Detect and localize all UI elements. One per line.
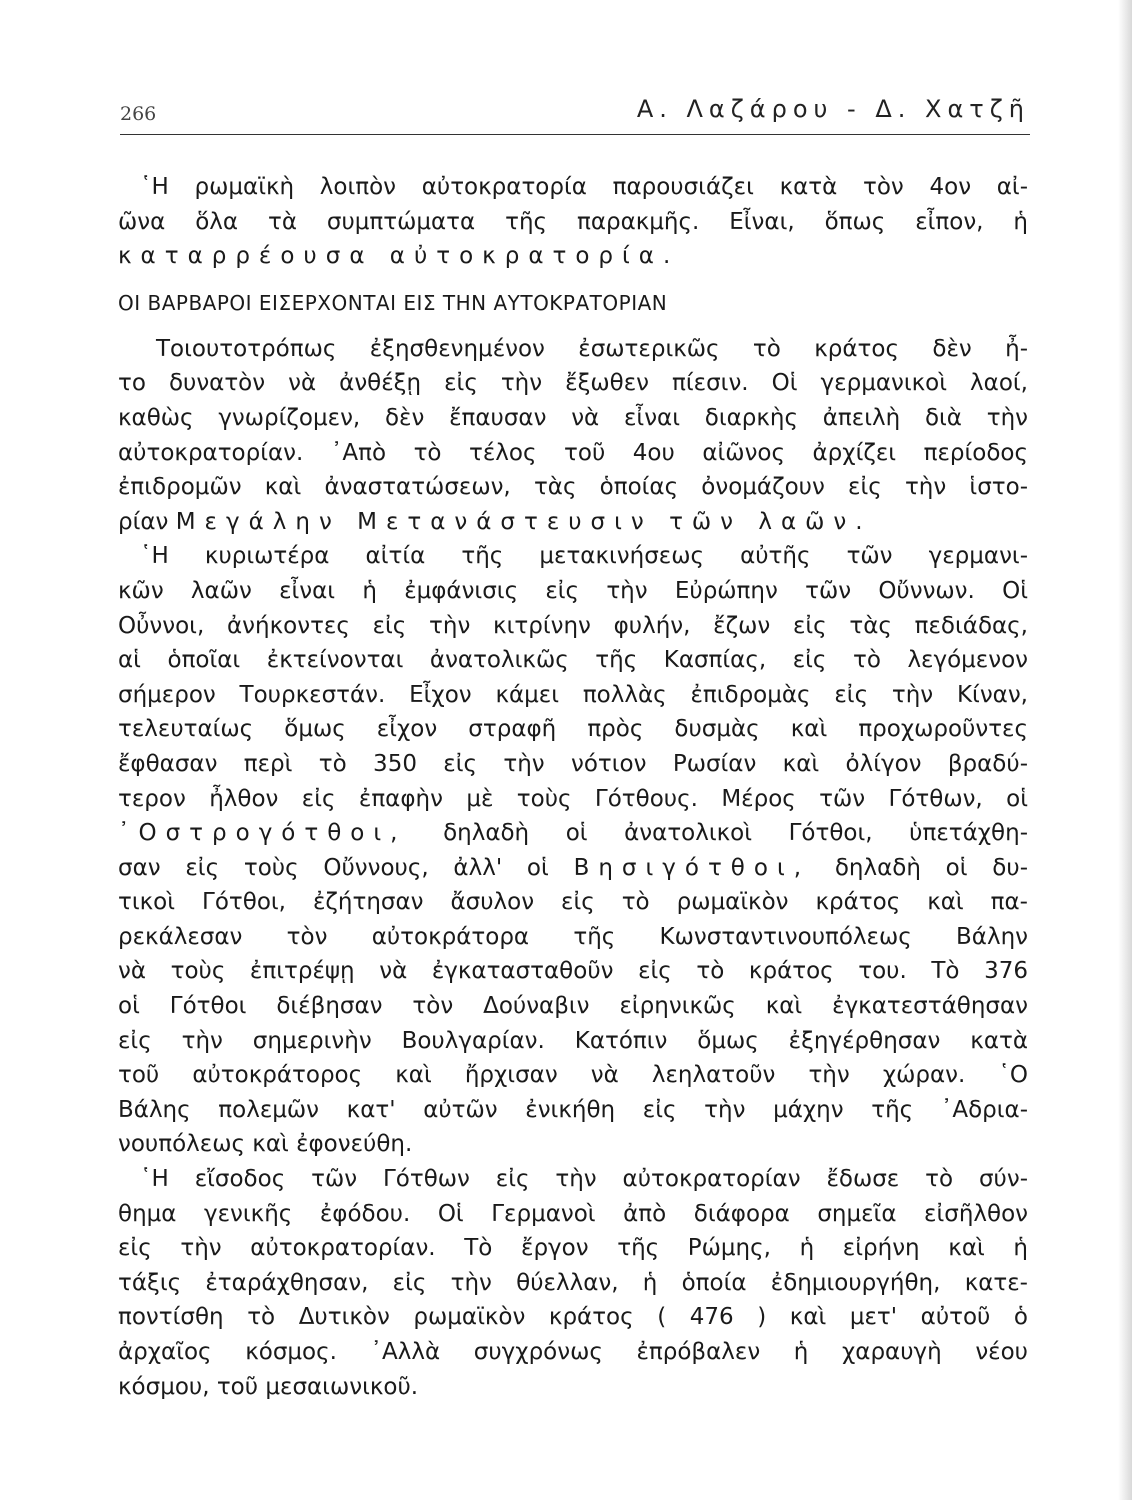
text-line: αὐτοκρατορίαν. ᾿Απὸ τὸ τέλος τοῦ 4ου αἰῶνος ἀρχίζει περίοδος (118, 439, 1028, 466)
text-line: τοῦ αὐτοκράτορος καὶ ἤρχισαν νὰ λεηλατοῦν τὴν χώραν. ῾Ο (118, 1062, 1028, 1089)
text-fragment: δηλαδὴ οἱ δυ- (834, 854, 1028, 881)
text-line: τελευταίως ὅμως εἶχον στραφῆ πρὸς δυσμὰς καὶ προχωροῦντες (118, 716, 1028, 743)
text-line: καταρρέουσα αὐτοκρατορία. (118, 243, 680, 270)
text-line: κόσμου, τοῦ μεσαιωνικοῦ. (118, 1373, 419, 1400)
text-line (118, 816, 1028, 851)
text-line (118, 851, 1028, 886)
text-line: το δυνατὸν νὰ ἀνθέξῃ εἰς τὴν ἔξωθεν πίεσιν. Οἱ γερμανικοὶ λαοί, (118, 370, 1028, 397)
text-line: Βάλης πολεμῶν κατ' αὐτῶν ἐνικήθη εἰς τὴν μάχην τῆς ᾿Αδρια- (118, 1096, 1028, 1123)
text-line: Τοιουτοτρόπως ἐξησθενημένον ἐσωτερικῶς τὸ κράτος δὲν ἦ- (156, 335, 1028, 362)
running-head: Α. Λαζάρου - Δ. Χατζῆ (636, 95, 1030, 123)
page-number: 266 (120, 103, 157, 125)
header-rule (120, 134, 1030, 135)
text-fragment: σαν εἰς τοὺς Οὔννους, ἀλλ' οἱ (118, 854, 549, 881)
text-line: εἰς τὴν σημερινὴν Βουλγαρίαν. Κατόπιν ὅμως ἐξηγέρθησαν κατὰ (118, 1027, 1028, 1054)
text-line: καθὼς γνωρίζομεν, δὲν ἔπαυσαν νὰ εἶναι διαρκὴς ἀπειλὴ διὰ τὴν (118, 404, 1028, 431)
spaced-emphasis: ᾿Οστρογότθοι, (118, 820, 407, 847)
text-line: οἱ Γότθοι διέβησαν τὸν Δούναβιν εἰρηνικῶς καὶ ἐγκατεστάθησαν (118, 993, 1028, 1020)
paragraph (118, 332, 1028, 540)
paragraph (118, 539, 1028, 1162)
text-line: Οὖννοι, ἀνήκοντες εἰς τὴν κιτρίνην φυλήν, ἔζων εἰς τὰς πεδιάδας, (118, 612, 1028, 639)
text-line: θημα γενικῆς ἐφόδου. Οἱ Γερμανοὶ ἀπὸ διάφορα σημεῖα εἰσῆλθον (118, 1200, 1028, 1227)
body-text (118, 170, 1028, 1404)
text-line (118, 505, 1028, 540)
text-line: ἀρχαῖος κόσμος. ᾿Αλλὰ συγχρόνως ἐπρόβαλεν ἡ χαραυγὴ νέου (118, 1339, 1028, 1365)
text-line: τικοὶ Γότθοι, ἐζήτησαν ἄσυλον εἰς τὸ ρωμαϊκὸν κράτος καὶ πα- (118, 889, 1028, 916)
text-line: σήμερον Τουρκεστάν. Εἶχον κάμει πολλὰς ἐπιδρομὰς εἰς τὴν Κίναν, (118, 681, 1028, 708)
paragraph (118, 170, 1028, 274)
text-line: τερον ἦλθον εἰς ἐπαφὴν μὲ τοὺς Γότθους. Μέρος τῶν Γότθων, οἱ (118, 785, 1028, 812)
spaced-emphasis: Βησιγότθοι, (573, 854, 811, 881)
text-fragment: ρίαν (118, 508, 176, 535)
section-heading: ΟΙ ΒΑΡΒΑΡΟΙ ΕΙΣΕΡΧΟΝΤΑΙ ΕΙΣ ΤΗΝ ΑΥΤΟΚΡΑΤΟΡΙΑΝ (118, 290, 668, 315)
text-line: ῾Η εἴσοδος τῶν Γότθων εἰς τὴν αὐτοκρατορίαν ἔδωσε τὸ σύν- (140, 1166, 1028, 1193)
text-line: ῾Η ρωμαϊκὴ λοιπὸν αὐτοκρατορία παρουσιάζει κατὰ τὸν 4ον αἰ- (140, 174, 1028, 200)
text-line: νουπόλεως καὶ ἐφονεύθη. (118, 1131, 413, 1158)
text-line: ῾Η κυριωτέρα αἰτία τῆς μετακινήσεως αὐτῆς τῶν γερμανι- (140, 543, 1028, 570)
text-fragment: δηλαδὴ οἱ ἀνατολικοὶ Γότθοι, ὑπετάχθη- (443, 820, 1028, 847)
text-line: ἐπιδρομῶν καὶ ἀναστατώσεων, τὰς ὁποίας ὀνομάζουν εἰς τὴν ἱστο- (118, 474, 1028, 501)
text-line: ρεκάλεσαν τὸν αὐτοκράτορα τῆς Κωνσταντινουπόλεως Βάλην (118, 923, 1028, 950)
text-line: ποντίσθη τὸ Δυτικὸν ρωμαϊκὸν κράτος ( 476 ) καὶ μετ' αὐτοῦ ὁ (118, 1304, 1028, 1331)
spaced-emphasis: Μεγάλην Μετανάστευσιν τῶν λαῶν. (175, 508, 872, 535)
text-line: τάξις ἐταράχθησαν, εἰς τὴν θύελλαν, ἡ ὁποία ἐδημιουργήθη, κατε- (118, 1269, 1028, 1296)
text-line: ῶνα ὅλα τὰ συμπτώματα τῆς παρακμῆς. Εἶναι, ὅπως εἶπον, ἡ (118, 208, 1028, 235)
text-line: νὰ τοὺς ἐπιτρέψῃ νὰ ἐγκατασταθοῦν εἰς τὸ κράτος του. Τὸ 376 (118, 958, 1028, 985)
text-line: εἰς τὴν αὐτοκρατορίαν. Τὸ ἔργον τῆς Ρώμης, ἡ εἰρήνη καὶ ἡ (118, 1235, 1028, 1262)
text-line: κῶν λαῶν εἶναι ἡ ἐμφάνισις εἰς τὴν Εὐρώπην τῶν Οὔννων. Οἱ (118, 577, 1028, 604)
paragraph (118, 1162, 1028, 1404)
page-header (120, 95, 1030, 131)
text-line: ἔφθασαν περὶ τὸ 350 εἰς τὴν νότιον Ρωσίαν καὶ ὀλίγον βραδύ- (118, 750, 1028, 777)
text-line: αἱ ὁποῖαι ἐκτείνονται ἀνατολικῶς τῆς Κασπίας, εἰς τὸ λεγόμενον (118, 647, 1028, 674)
